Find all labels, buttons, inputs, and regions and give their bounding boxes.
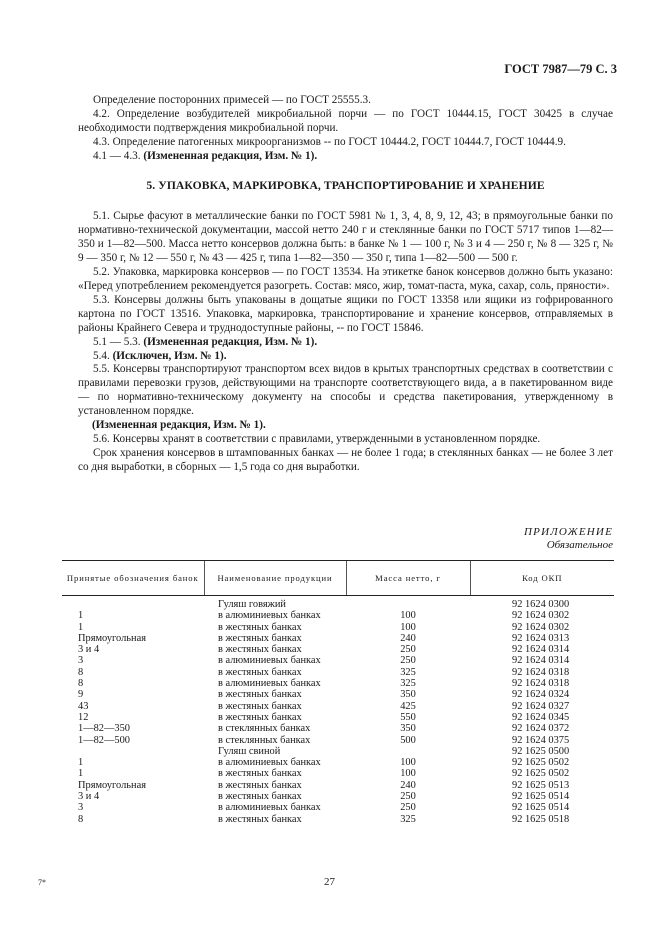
paragraph-foreign-impurities: Определение посторонних примесей — по ГОСТ 25555.3. — [93, 94, 371, 106]
appendix-subtitle: Обязательное — [546, 539, 613, 551]
cell-can-designation: 9 — [78, 689, 84, 701]
cell-net-mass: 250 — [400, 644, 416, 656]
table-row — [62, 780, 614, 791]
cell-product-name: в жестяных банках — [218, 689, 302, 701]
table-row — [62, 678, 614, 689]
cell-net-mass: 100 — [400, 768, 416, 780]
cell-okp-code: 92 1625 0500 — [512, 745, 570, 757]
header-product-name: Наименование продукции — [204, 561, 346, 596]
cell-product-name: в алюминиевых банках — [218, 655, 321, 667]
table-row — [62, 644, 614, 655]
revision-range: 4.1 — 4.3. — [93, 149, 144, 162]
cell-okp-code: 92 1625 0513 — [512, 779, 570, 791]
table-row — [62, 791, 614, 802]
page-number: 27 — [324, 876, 335, 888]
cell-net-mass: 240 — [400, 632, 416, 644]
cell-okp-code: 92 1625 0502 — [512, 768, 570, 780]
cell-product-name: в жестяных банках — [218, 711, 302, 723]
header-net-mass: Масса нетто, г — [346, 561, 470, 596]
excluded-note: (Исключен, Изм. № 1). — [112, 349, 227, 362]
paragraph-5-6: 5.6. Консервы хранят в соответствии с правилами, утвержденными в установленном порядке. — [93, 432, 541, 445]
paragraph-revision-5 — [78, 336, 613, 350]
table-row — [62, 802, 614, 813]
cell-can-designation: 1—82—500 — [78, 734, 130, 746]
cell-okp-code: 92 1624 0345 — [512, 711, 570, 723]
paragraph-5-5: 5.5. Консервы транспортируют транспортом всех видов в крытых транспортных средствах в соответствии с правилами перевозки грузов, действующими на транспорте соответствующего вида, а в пакетированном виде — по нормативно-техническому документу на способы и средства пакетирования, утвержденному в установленном порядке. — [78, 363, 613, 418]
cell-can-designation — [62, 746, 204, 757]
cell-okp-code: 92 1624 0318 — [512, 666, 570, 678]
cell-okp-code: 92 1625 0518 — [512, 813, 570, 825]
table-row — [62, 814, 614, 825]
cell-product-name: в алюминиевых банках — [218, 802, 321, 814]
appendix-label — [524, 526, 613, 552]
cell-okp-code: 92 1624 0372 — [512, 723, 570, 735]
cell-product-name: в жестяных банках — [218, 621, 302, 633]
cell-product-name: в стеклянных банках — [218, 723, 311, 735]
table-row — [62, 689, 614, 700]
cell-product-name: в жестяных банках — [218, 700, 302, 712]
table-row — [62, 622, 614, 633]
paragraph-5-3: 5.3. Консервы должны быть упакованы в дощатые ящики по ГОСТ 13358 или ящики из гофрированного картона по ГОСТ 13516. Упаковка, маркировка, транспортирование и хранение консервов, отправляемых в районы Крайнего Севера и труднодоступные районы, -- по ГОСТ 15846. — [78, 293, 613, 334]
table-row — [62, 768, 614, 779]
cell-net-mass: 325 — [400, 666, 416, 678]
cell-can-designation: 3 и 4 — [78, 791, 100, 803]
products-table — [62, 560, 614, 825]
cell-okp-code: 92 1624 0314 — [512, 655, 570, 667]
cell-net-mass: 350 — [400, 723, 416, 735]
cell-can-designation: 8 — [78, 678, 84, 690]
cell-okp-code: 92 1625 0514 — [512, 791, 570, 803]
cell-net-mass: 250 — [400, 791, 416, 803]
cell-net-mass: 100 — [400, 610, 416, 622]
document-header: ГОСТ 7987—79 С. 3 — [504, 62, 617, 76]
cell-can-designation: Прямоугольная — [78, 632, 146, 644]
cell-okp-code: 92 1625 0502 — [512, 757, 570, 769]
cell-can-designation: 3 — [78, 655, 84, 667]
cell-net-mass: 250 — [400, 655, 416, 667]
cell-product-name: в жестяных банках — [218, 666, 302, 678]
cell-okp-code: 92 1624 0314 — [512, 644, 570, 656]
paragraph-revision-4 — [78, 150, 613, 164]
cell-product-name: Гуляш говяжий — [218, 599, 286, 610]
section-title: 5. УПАКОВКА, МАРКИРОВКА, ТРАНСПОРТИРОВАНИЕ И ХРАНЕНИЕ — [146, 178, 545, 192]
cell-okp-code: 92 1624 0375 — [512, 734, 570, 746]
cell-product-name: в алюминиевых банках — [218, 757, 321, 769]
cell-net-mass: 250 — [400, 802, 416, 814]
footer-mark: 7* — [38, 878, 46, 887]
cell-net-mass — [346, 746, 470, 757]
cell-product-name: в алюминиевых банках — [218, 610, 321, 622]
clause-number: 5.4. — [93, 349, 113, 362]
cell-net-mass: 100 — [400, 621, 416, 633]
cell-okp-code: 92 1624 0327 — [512, 700, 570, 712]
cell-product-name: в жестяных банках — [218, 632, 302, 644]
cell-okp-code: 92 1625 0514 — [512, 802, 570, 814]
cell-okp-code: 92 1624 0302 — [512, 621, 570, 633]
table-row — [62, 667, 614, 678]
cell-product-name: в жестяных банках — [218, 779, 302, 791]
cell-net-mass: 325 — [400, 813, 416, 825]
cell-product-name: в жестяных банках — [218, 791, 302, 803]
cell-can-designation: Прямоугольная — [78, 779, 146, 791]
cell-net-mass: 100 — [400, 757, 416, 769]
appendix-title: ПРИЛОЖЕНИЕ — [524, 526, 613, 538]
cell-can-designation: 8 — [78, 813, 84, 825]
table-row — [62, 633, 614, 644]
table-row — [62, 712, 614, 723]
table-row — [62, 746, 614, 757]
cell-net-mass — [346, 596, 470, 611]
cell-net-mass: 500 — [400, 734, 416, 746]
cell-can-designation: 12 — [78, 711, 89, 723]
header-okp-code: Код ОКП — [470, 561, 614, 596]
paragraph-5-4 — [78, 350, 613, 364]
cell-can-designation: 43 — [78, 700, 89, 712]
cell-product-name: Гуляш свиной — [218, 745, 281, 757]
revision-range: 5.1 — 5.3. — [93, 335, 144, 348]
paragraph-4-2: 4.2. Определение возбудителей микробиальной порчи — по ГОСТ 10444.15, ГОСТ 30425 в случае необходимости подтверждения микробиальной порчи. — [78, 107, 613, 134]
cell-okp-code: 92 1624 0324 — [512, 689, 570, 701]
header-can-designation: Принятые обозначения банок — [62, 561, 204, 596]
table-row — [62, 596, 614, 611]
cell-okp-code: 92 1624 0302 — [512, 610, 570, 622]
revision-note: (Измененная редакция, Изм. № 1). — [143, 335, 318, 348]
table-row — [62, 701, 614, 712]
cell-product-name: в жестяных банках — [218, 813, 302, 825]
cell-can-designation: 1 — [78, 621, 84, 633]
paragraph-5-1: 5.1. Сырье фасуют в металлические банки по ГОСТ 5981 № 1, 3, 4, 8, 9, 12, 43; в прямоугольные банки по нормативно-технической документации, массой нетто 240 г и стеклянные банки по ГОСТ 5717 типов 1—82—350 и 1—82—500. Масса нетто консервов должна быть: в банке № 1 — 100 г, № 3 и 4 — 250 г, № 8 — 325 г, № 9 — 350 г, № 12 — 550 г, № 43 — 425 г, типа 1—82—350 — 350 г, типа 1—82—500 — 500 г. — [78, 210, 613, 265]
cell-can-designation: 1 — [78, 610, 84, 622]
table-header-row — [62, 561, 614, 596]
cell-can-designation — [62, 596, 204, 611]
cell-product-name: в жестяных банках — [218, 768, 302, 780]
cell-net-mass: 240 — [400, 779, 416, 791]
cell-net-mass: 350 — [400, 689, 416, 701]
cell-net-mass: 550 — [400, 711, 416, 723]
table-row — [62, 655, 614, 666]
paragraph-revision-5-5: (Измененная редакция, Изм. № 1). — [92, 419, 266, 432]
cell-can-designation: 8 — [78, 666, 84, 678]
document-body — [78, 94, 613, 475]
cell-okp-code: 92 1624 0300 — [512, 599, 570, 610]
paragraph-5-2: 5.2. Упаковка, маркировка консервов — по ГОСТ 13534. На этикетке банок консервов должно быть указано: «Перед употреблением рекомендуется разогреть. Состав: мясо, жир, томат-паста, мука, сахар, соль, пряности». — [78, 266, 613, 292]
cell-okp-code: 92 1624 0313 — [512, 632, 570, 644]
cell-product-name: в стеклянных банках — [218, 734, 311, 746]
table-row — [62, 723, 614, 734]
cell-can-designation: 1—82—350 — [78, 723, 130, 735]
cell-product-name: в жестяных банках — [218, 644, 302, 656]
cell-can-designation: 1 — [78, 768, 84, 780]
cell-net-mass: 325 — [400, 678, 416, 690]
table-row — [62, 757, 614, 768]
paragraph-shelf-life: Срок хранения консервов в штампованных банках — не более 1 года; в стеклянных банках — не более 3 лет со дня выработки, в сборных — 1,5 года со дня выработки. — [78, 446, 613, 473]
cell-product-name: в алюминиевых банках — [218, 678, 321, 690]
cell-okp-code: 92 1624 0318 — [512, 678, 570, 690]
table-row — [62, 735, 614, 746]
cell-can-designation: 3 и 4 — [78, 644, 100, 656]
paragraph-4-3: 4.3. Определение патогенных микроорганизмов -- по ГОСТ 10444.2, ГОСТ 10444.7, ГОСТ 10444.9. — [93, 135, 566, 148]
cell-can-designation: 3 — [78, 802, 84, 814]
cell-can-designation: 1 — [78, 757, 84, 769]
revision-note: (Измененная редакция, Изм. № 1). — [143, 149, 318, 162]
table-row — [62, 610, 614, 621]
cell-net-mass: 425 — [400, 700, 416, 712]
